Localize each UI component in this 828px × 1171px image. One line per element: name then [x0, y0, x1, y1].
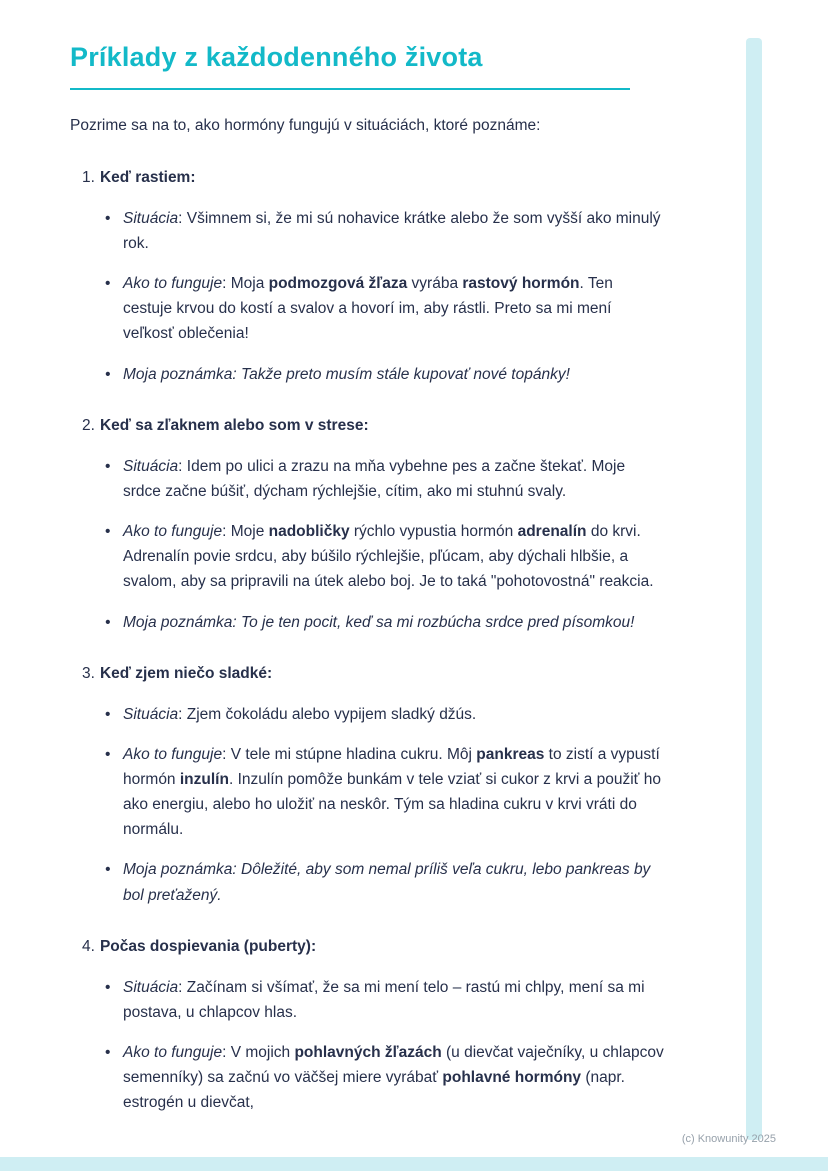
text-segment: : V mojich: [222, 1044, 295, 1062]
text-segment: adrenalín: [517, 523, 587, 541]
text-segment: : Všimnem si, že mi sú nohavice krátke alebo že som vyšší ako minulý rok.: [123, 210, 661, 253]
section-heading: [82, 662, 665, 685]
bullet-list: [105, 206, 665, 387]
text-segment: . Inzulín pomôže bunkám v tele vziať si cukor z krvi a použiť ho ako energiu, alebo ho uložiť na neskôr. Tým sa hladina cukru v krvi vráti do normálu.: [123, 771, 661, 839]
section-number: 4.: [82, 937, 95, 955]
section-number: 1.: [82, 168, 95, 186]
section-title: Keď rastiem:: [99, 168, 196, 186]
list-item: [105, 362, 665, 387]
text-segment: Ako to funguje: [123, 275, 223, 293]
text-segment: pohlavných žľazách: [294, 1044, 442, 1062]
list-item: [105, 975, 665, 1025]
section-1: [70, 166, 665, 387]
section-heading: [82, 935, 665, 958]
list-item: [105, 610, 665, 635]
list-item: [105, 702, 665, 727]
page-title: Príklady z každodenného života: [70, 42, 483, 72]
decorative-side-bar: [746, 38, 762, 1140]
text-segment: : Moja: [222, 275, 269, 293]
section-heading: [82, 414, 665, 437]
section-title: Keď sa zľaknem alebo som v strese:: [99, 416, 369, 434]
list-item: [105, 519, 665, 594]
text-segment: : Moje: [222, 523, 269, 541]
text-segment: inzulín: [179, 771, 229, 789]
text-segment: do krvi. Adrenalín povie srdcu, aby búšilo rýchlejšie, pľúcam, aby dýchali hlbšie, a svalom, aby sa pripravili na útek alebo boj. Je to taká "pohotovostná" reakcia.: [123, 523, 654, 591]
section-title: Keď zjem niečo sladké:: [99, 664, 273, 682]
bullet-list: [105, 975, 665, 1116]
text-segment: (u dievčat vaječníky, u chlapcov semenníky) sa začnú vo väčšej miere vyrábať: [123, 1044, 664, 1087]
text-segment: Situácia: [123, 457, 179, 475]
text-segment: Moja poznámka: [123, 613, 233, 631]
section-title: Počas dospievania (puberty):: [99, 937, 317, 955]
list-item: [105, 271, 665, 346]
text-segment: pohlavné hormóny: [442, 1069, 582, 1087]
text-segment: Moja poznámka: [123, 365, 233, 383]
text-segment: Ako to funguje: [123, 523, 223, 541]
text-segment: : Dôležité, aby som nemal príliš veľa cukru, lebo pankreas by bol preťažený.: [123, 861, 651, 904]
section-3: [70, 662, 665, 908]
text-segment: Ako to funguje: [123, 745, 223, 763]
section-number: 2.: [82, 416, 95, 434]
text-segment: Situácia: [123, 210, 179, 228]
text-segment: nadobličky: [268, 523, 350, 541]
list-item: [105, 742, 665, 842]
text-segment: (napr. estrogén u dievčat,: [123, 1069, 625, 1112]
section-2: [70, 414, 665, 635]
text-segment: : Idem po ulici a zrazu na mňa vybehne pes a začne štekať. Moje srdce začne búšiť, dýcham rýchlejšie, cítim, ako mi stuhnú svaly.: [123, 457, 626, 501]
text-segment: . Ten cestuje krvou do kostí a svalov a hovorí im, aby rástli. Preto sa mi mení veľkosť oblečenia!: [123, 275, 613, 343]
text-segment: pankreas: [476, 745, 545, 763]
decorative-bottom-bar: [0, 1157, 828, 1171]
document-page: [70, 42, 665, 1130]
section-heading: [82, 166, 665, 189]
text-segment: : Zjem čokoládu alebo vypijem sladký džús.: [178, 705, 477, 723]
text-segment: : V tele mi stúpne hladina cukru. Môj: [222, 745, 477, 763]
list-item: [105, 454, 665, 504]
copyright-credit: (c) Knowunity 2025: [681, 1133, 776, 1145]
text-segment: rastový hormón: [462, 275, 580, 293]
title-underline: [70, 88, 630, 90]
list-item: [105, 1040, 665, 1115]
text-segment: to zistí a vypustí hormón: [123, 745, 660, 789]
text-segment: Situácia: [123, 705, 179, 723]
list-item: [105, 857, 665, 907]
section-number: 3.: [82, 664, 95, 682]
bullet-list: [105, 454, 665, 635]
text-segment: podmozgová žľaza: [268, 275, 408, 293]
list-item: [105, 206, 665, 256]
text-segment: rýchlo vypustia hormón: [349, 523, 518, 541]
text-segment: : Začínam si všímať, že sa mi mení telo – rastú mi chlpy, mení sa mi postava, u chlapcov hlas.: [123, 978, 645, 1021]
text-segment: vyrába: [407, 275, 463, 293]
text-segment: : To je ten pocit, keď sa mi rozbúcha srdce pred písomkou!: [232, 613, 635, 631]
text-segment: Ako to funguje: [123, 1044, 223, 1062]
text-segment: Situácia: [123, 978, 179, 996]
text-segment: Moja poznámka: [123, 861, 233, 879]
bullet-list: [105, 702, 665, 908]
section-4: [70, 935, 665, 1116]
intro-paragraph: Pozrime sa na to, ako hormóny fungujú v situáciách, ktoré poznáme:: [70, 117, 541, 134]
text-segment: : Takže preto musím stále kupovať nové topánky!: [232, 365, 570, 383]
